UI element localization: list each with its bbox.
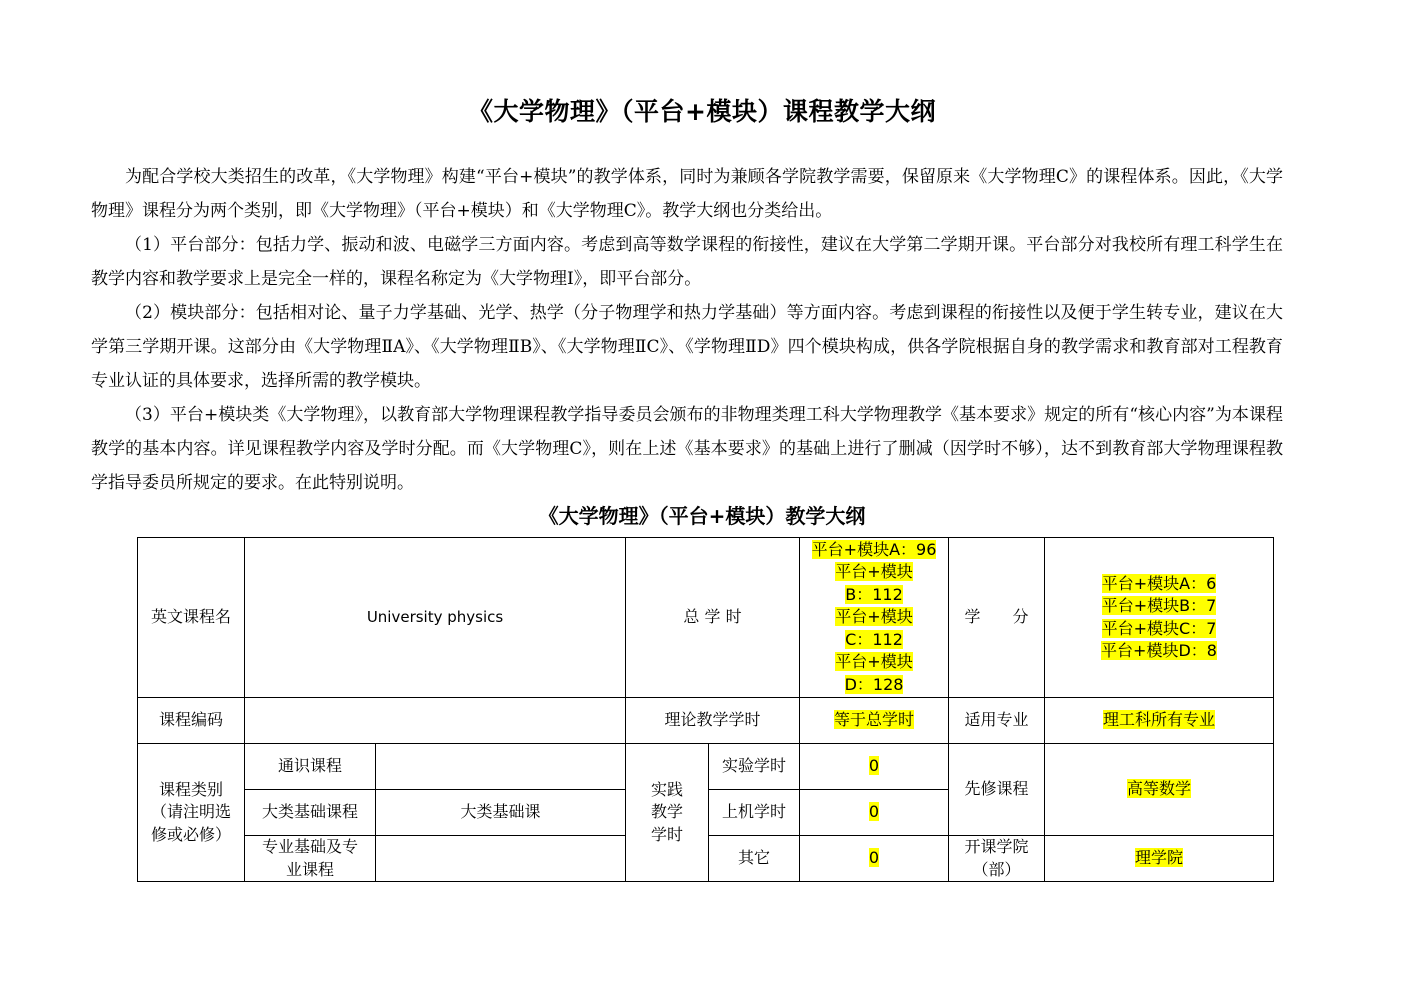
total-hours-line: 平台+模块A：96 xyxy=(811,539,937,559)
other-hours-text: 0 xyxy=(868,848,880,868)
major-text: 理工科所有专业 xyxy=(1103,710,1216,730)
prereq-value xyxy=(1045,744,1274,836)
category-label-line: （请注明选 xyxy=(150,802,231,822)
practice-label-line: 学时 xyxy=(651,824,684,844)
computer-hours-text: 0 xyxy=(868,802,880,822)
college-text: 理学院 xyxy=(1135,848,1184,868)
college-label-line: 开课学院 xyxy=(964,837,1029,856)
theory-hours-value xyxy=(800,698,949,744)
practice-label-line: 教学 xyxy=(651,802,684,822)
credits-line: 平台+模块B：7 xyxy=(1101,596,1217,615)
other-hours-value xyxy=(800,836,949,882)
credits-line: 平台+模块D：8 xyxy=(1101,641,1217,660)
intro-text xyxy=(91,160,1283,500)
table-row xyxy=(138,698,1274,744)
total-hours-label: 总 学 时 xyxy=(626,538,800,698)
intro-paragraph-1: 为配合学校大类招生的改革，《大学物理》构建“平台+模块”的教学体系，同时为兼顾各学院教学需要，保留原来《大学物理C》的课程体系。因此，《大学物理》课程分为两个类别，即《大学物理》（平台+模块）和《大学物理C》。教学大纲也分类给出。 xyxy=(91,167,1283,221)
other-hours-label: 其它 xyxy=(709,836,800,882)
total-hours-value xyxy=(800,538,949,698)
general-course-value xyxy=(376,744,626,790)
category-label xyxy=(138,744,245,882)
en-name-value: University physics xyxy=(245,538,626,698)
total-hours-line: D：128 xyxy=(844,674,904,694)
general-course-label: 通识课程 xyxy=(245,744,376,790)
total-hours-line: 平台+模块 xyxy=(835,652,913,672)
total-hours-line: C：112 xyxy=(845,629,903,649)
intro-paragraph-2: （1）平台部分：包括力学、振动和波、电磁学三方面内容。考虑到高等数学课程的衔接性，建议在大学第二学期开课。平台部分对我校所有理工科学生在教学内容和教学要求上是完全一样的，课程名称定为《大学物理I》，即平台部分。 xyxy=(91,235,1283,289)
prof-label-line: 专业基础及专 xyxy=(261,837,358,856)
credits-label: 学 分 xyxy=(949,538,1045,698)
page-title: 《大学物理》（平台+模块）课程教学大纲 xyxy=(468,97,936,126)
theory-hours-text: 等于总学时 xyxy=(834,710,915,730)
total-hours-line: B：112 xyxy=(845,584,903,604)
major-value xyxy=(1045,698,1274,744)
theory-hours-label: 理论教学学时 xyxy=(626,698,800,744)
prereq-label: 先修课程 xyxy=(949,744,1045,836)
intro-paragraph-3: （2）模块部分：包括相对论、量子力学基础、光学、热学（分子物理学和热力学基础）等方面内容。考虑到课程的衔接性以及便于学生转专业，建议在大学第三学期开课。这部分由《大学物理ⅡA》、《大学物理ⅡB》、《大学物理ⅡC》、《学物理ⅡD》四个模块构成，供各学院根据自身的教学需求和教育部对工程教育专业认证的具体要求，选择所需的教学模块。 xyxy=(91,303,1283,391)
intro-paragraph-4: （3）平台+模块类《大学物理》，以教育部大学物理课程教学指导委员会颁布的非物理类理工科大学物理教学《基本要求》规定的所有“核心内容”为本课程教学的基本内容。详见课程教学内容及学时分配。而《大学物理C》，则在上述《基本要求》的基础上进行了删减（因学时不够），达不到教育部大学物理课程教学指导委员所规定的要求。在此特别说明。 xyxy=(91,405,1283,493)
computer-hours-label: 上机学时 xyxy=(709,790,800,836)
practice-hours-label xyxy=(626,744,709,882)
college-label xyxy=(949,836,1045,882)
total-hours-line: 平台+模块 xyxy=(835,562,913,582)
table-row xyxy=(138,744,1274,790)
category-label-line: 课程类别 xyxy=(158,779,223,799)
credits-line: 平台+模块C：7 xyxy=(1101,618,1217,638)
category-label-line: 修或必修） xyxy=(150,824,231,844)
prereq-text: 高等数学 xyxy=(1127,779,1192,798)
practice-label-line: 实践 xyxy=(651,779,684,799)
lab-hours-text: 0 xyxy=(868,756,880,776)
course-code-value xyxy=(245,698,626,744)
college-label-line: （部） xyxy=(972,859,1021,879)
credits-line: 平台+模块A：6 xyxy=(1101,573,1217,593)
total-hours-line: 平台+模块 xyxy=(835,607,913,627)
table-title: 《大学物理》（平台+模块）教学大纲 xyxy=(538,504,866,528)
basic-course-label: 大类基础课程 xyxy=(245,790,376,836)
prof-course-label xyxy=(245,836,376,882)
lab-hours-value xyxy=(800,744,949,790)
course-code-label: 课程编码 xyxy=(138,698,245,744)
table-row xyxy=(138,538,1274,698)
lab-hours-label: 实验学时 xyxy=(709,744,800,790)
syllabus-table xyxy=(137,537,1274,882)
major-label: 适用专业 xyxy=(949,698,1045,744)
prof-course-value xyxy=(376,836,626,882)
prof-label-line: 业课程 xyxy=(285,859,334,879)
credits-value xyxy=(1045,538,1274,698)
computer-hours-value xyxy=(800,790,949,836)
basic-course-value: 大类基础课 xyxy=(376,790,626,836)
en-name-label: 英文课程名 xyxy=(138,538,245,698)
college-value xyxy=(1045,836,1274,882)
